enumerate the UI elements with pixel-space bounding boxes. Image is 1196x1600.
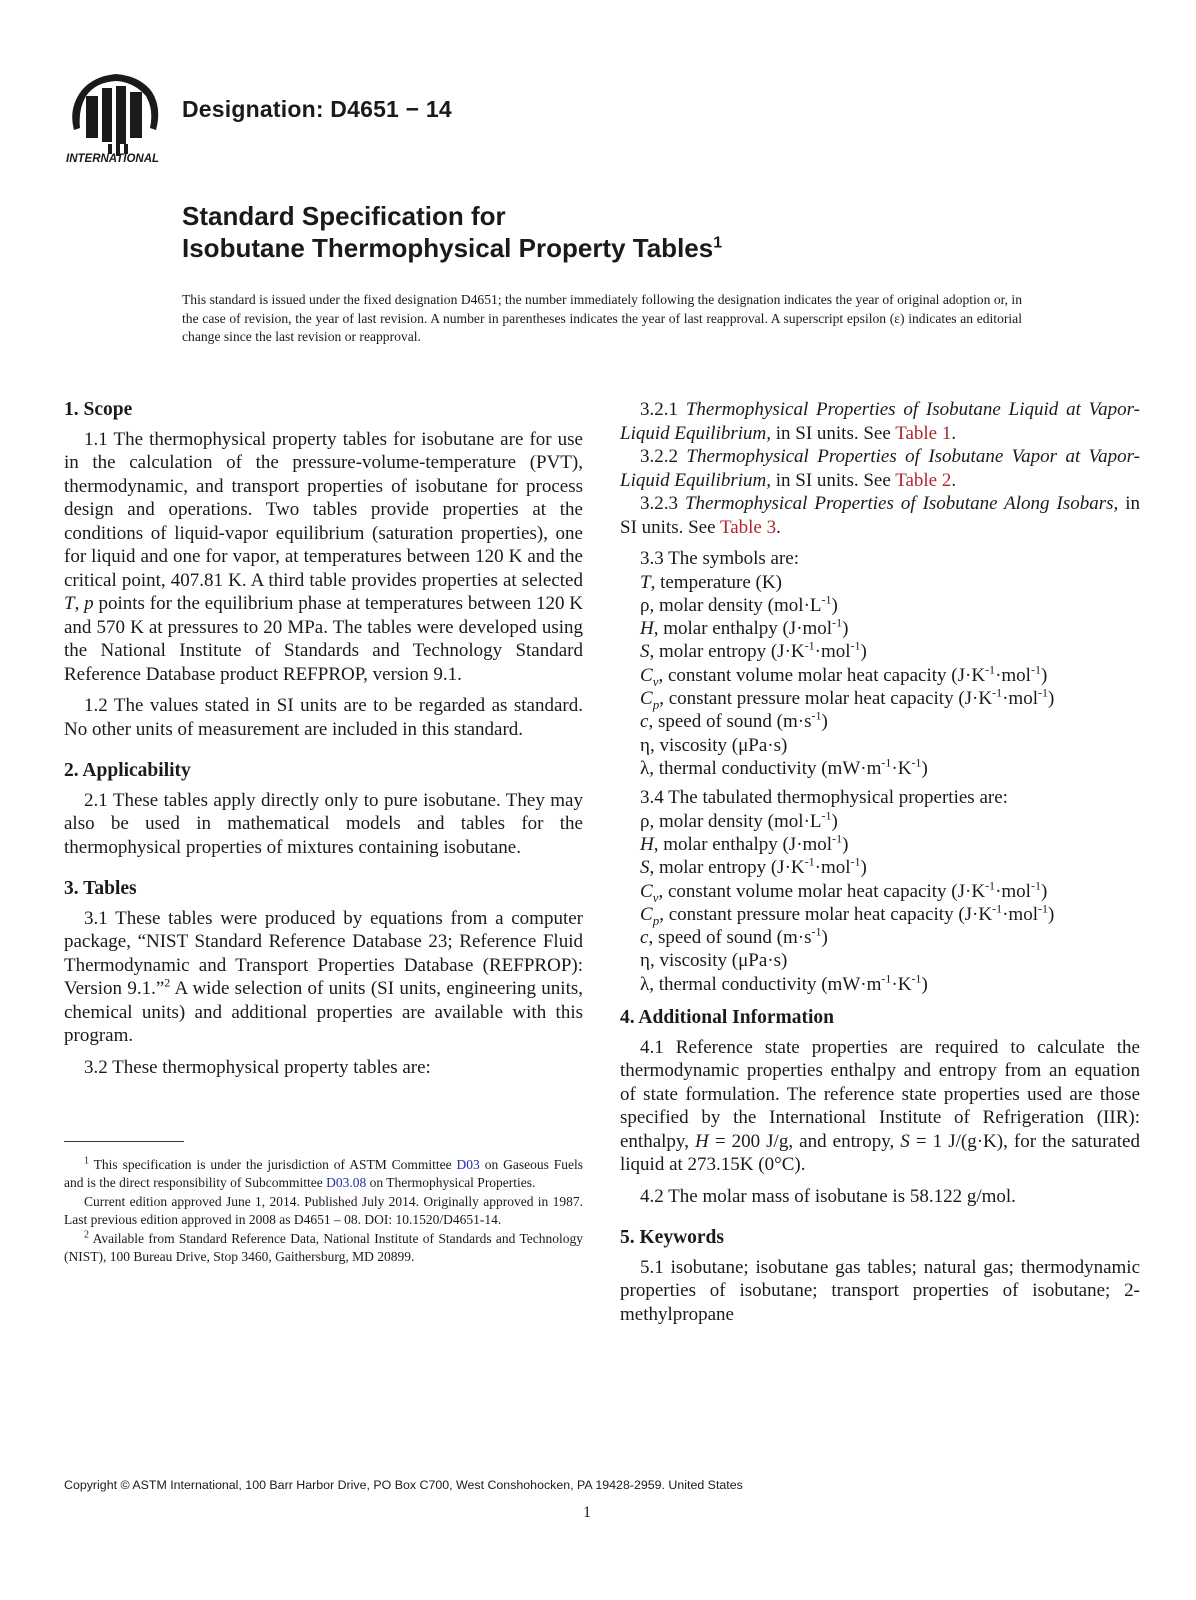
tables-item-3-2-2: 3.2.2 Thermophysical Properties of Isobutane Vapor at Vapor-Liquid Equilibrium, in SI units. See Table 2. [620,446,1140,491]
title-line-2 [182,232,722,264]
additional-paragraph-4-1: 4.1 Reference state properties are required to calculate the thermodynamic properties enthalpy and entropy from an equation of state formulation. The reference state properties used are those specified by the International Institute of Refrigeration (IIR): enthalpy, H = 200 J/g, and entropy, S = 1 J/(g·K), for the saturated liquid at 273.15K (0°C). [620,1036,1140,1176]
committee-d03-link[interactable]: D03 [456,1157,480,1172]
tables-paragraph-3-1: 3.1 These tables were produced by equations from a computer package, “NIST Standard Reference Database 23; Reference Fluid Thermodynamic and Transport Properties Database (REFPROP): Version 9.1.”$^2$ A wide selection of units (SI units, engineering units, chemical units) and additional properties are available with this program. [64,907,583,1046]
preamble: This standard is issued under the fixed designation D4651; the number immediately following the designation indicates the year of original adoption or, in the case of revision, the year of last revision. A number in parentheses indicates the year of last reapproval. A superscript epsilon (ε) indicates an editorial change since the last revision or reapproval. [182,292,1022,344]
copyright-notice: Copyright © ASTM International, 100 Barr Harbor Drive, PO Box C700, West Conshohocken, PA 19428-2959. United States [64,1478,743,1492]
tables-paragraph-3-2: 3.2 These thermophysical property tables are: [84,1056,431,1078]
astm-logo [64,68,168,164]
table-3-link[interactable]: Table 3 [719,516,777,538]
footnote-divider [64,1141,184,1142]
property-c: c, speed of sound $(m\cdot s^{-1})$ [640,924,828,949]
property-s: S, molar entropy $(J\cdot K^{-1}\cdot mol^{-1})$ [640,854,867,879]
footnote-2: $^2$ Available from Standard Reference Data, National Institute of Standards and Technology (NIST), 100 Bureau Drive, Stop 3460, Gaithersburg, MD 20899. [64,1229,583,1265]
symbol-s: S, molar entropy $(J\cdot K^{-1}\cdot mol^{-1})$ [640,639,867,663]
property-lambda: λ, thermal conductivity $(mW\cdot m^{-1}\cdot K^{-1})$ [640,971,928,995]
applicability-heading: 2. Applicability [64,760,191,781]
logo-subtitle: INTERNATIONAL [66,153,160,164]
symbol-list [620,571,1140,781]
page-number: 1 [583,1504,591,1521]
title-line-2-text: Isobutane Thermophysical Property Tables [182,233,714,263]
tables-item-3-2-1: 3.2.1 Thermophysical Properties of Isobutane Liquid at Vapor-Liquid Equilibrium, in SI units. See Table 1. [620,399,1141,444]
property-h: H, molar enthalpy (J·mol$^{-1}$) [640,831,849,855]
footnotes [64,1156,583,1266]
symbol-c: c, speed of sound $(m\cdot s^{-1})$ [640,708,828,733]
left-column [64,398,583,1087]
title-line-1: Standard Specification for [182,201,506,231]
tables-paragraph-3-3: 3.3 The symbols are: [640,548,800,569]
scope-paragraph-1-1: 1.1 The thermophysical property tables for isobutane are for use in the calculation of the pressure-volume-temperature (PVT), thermodynamic, and transport properties of isobutane for process design and operations. Two tables provide properties at the conditions of liquid-vapor equilibrium (saturation properties), one for liquid and one for vapor, at temperatures between 120 K and the critical point, 407.81 K. A third table provides properties at selected T, p points for the equilibrium phase at temperatures between 120 K and 570 K at pressures to 20 MPa. The tables were developed using the National Institute of Standards and Technology Standard Reference Database product REFPROP, version 9.1. [64,428,583,685]
symbol-eta: η, viscosity (μPa·s) [640,734,788,756]
applicability-paragraph-2-1: 2.1 These tables apply directly only to pure isobutane. They may also be used in mathematical models and tables for the thermophysical properties of mixtures containing isobutane. [64,789,583,858]
property-eta: η, viscosity (μPa·s) [640,950,788,972]
additional-info-heading: 4. Additional Information [620,1007,834,1029]
scope-heading: 1. Scope [64,399,133,420]
designation: Designation: D4651 − 14 [182,96,452,122]
property-cp: $C_p$, constant pressure molar heat capacity $(J\cdot K^{-1}\cdot mol^{-1})$ [640,901,1055,928]
symbol-cv: $C_v$, constant volume molar heat capacity $(J\cdot K^{-1}\cdot mol^{-1})$ [640,662,1048,689]
tables-paragraph-3-4: 3.4 The tabulated thermophysical properties are: [640,787,1008,809]
tables-item-3-2-3: 3.2.3 Thermophysical Properties of Isobutane Along Isobars, in SI units. See Table 3. [620,493,1141,538]
symbol-t: T, temperature (K) [640,571,782,593]
property-list [620,810,1140,996]
footnote-1-edition: Current edition approved June 1, 2014. Published July 2014. Originally approved in 1987. Last previous edition approved in 2008 as D4651 – 08. DOI: 10.1520/D4651-14. [64,1193,583,1228]
symbol-h: H, molar enthalpy (J·mol$^{-1}$) [640,615,849,640]
tables-heading: 3. Tables [64,878,137,899]
property-rho: ρ, molar density $(mol\cdot L^{-1})$ [640,808,838,832]
symbol-rho: ρ, molar density $(mol\cdot L^{-1})$ [640,592,838,616]
footnote-1: $^1$ This specification is under the jurisdiction of ASTM Committee D03 on Gaseous Fuels and is the direct responsibility of Subcommittee D03.08 on Thermophysical Properties. [64,1155,583,1191]
subcommittee-d03-08-link[interactable]: D03.08 [326,1175,367,1191]
keywords-heading: 5. Keywords [620,1227,724,1249]
property-cv: $C_v$, constant volume molar heat capacity $(J\cdot K^{-1}\cdot mol^{-1})$ [640,878,1048,905]
title-footnote-mark: 1 [713,234,723,252]
page-title [182,200,722,264]
scope-paragraph-1-2: 1.2 The values stated in SI units are to be regarded as standard. No other units of measurement are included in this standard. [64,695,583,740]
additional-paragraph-4-2: 4.2 The molar mass of isobutane is 58.122 g/mol. [640,1185,1016,1207]
table-1-link[interactable]: Table 1 [895,422,952,444]
symbol-lambda: λ, thermal conductivity $(mW\cdot m^{-1}\cdot K^{-1})$ [640,755,928,779]
symbol-cp: $C_p$, constant pressure molar heat capacity $(J\cdot K^{-1}\cdot mol^{-1})$ [640,685,1055,712]
keywords-paragraph-5-1: 5.1 isobutane; isobutane gas tables; natural gas; thermodynamic properties of isobutane; transport properties of isobutane; 2-methylpropane [620,1256,1140,1325]
table-2-link[interactable]: Table 2 [895,469,952,491]
right-column [620,398,1140,1334]
